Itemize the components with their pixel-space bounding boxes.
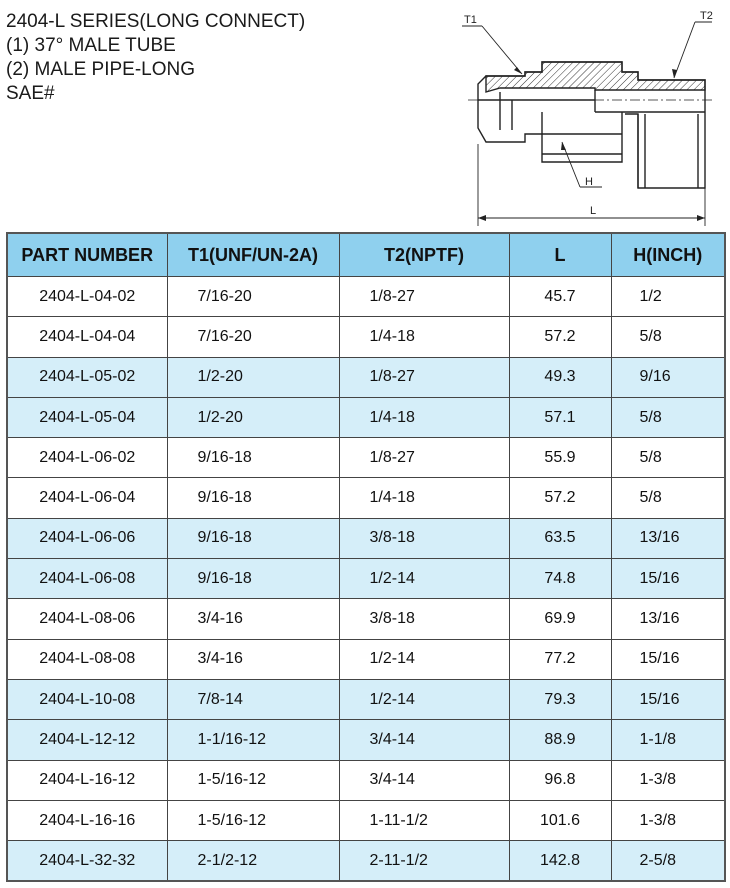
cell-t1: 7/16-20 <box>167 277 339 317</box>
table-row <box>7 317 725 357</box>
cell-t2: 1/4-18 <box>339 317 509 357</box>
cell-l: 101.6 <box>509 800 611 840</box>
table-row <box>7 559 725 599</box>
col-header-l: L <box>509 233 611 277</box>
cell-part-number: 2404-L-32-32 <box>7 841 167 882</box>
cell-t1: 9/16-18 <box>167 518 339 558</box>
cell-t1: 9/16-18 <box>167 478 339 518</box>
cell-t1: 1-5/16-12 <box>167 760 339 800</box>
cell-h: 5/8 <box>611 317 725 357</box>
cell-t1: 7/8-14 <box>167 679 339 719</box>
cell-t1: 1-5/16-12 <box>167 800 339 840</box>
table-row <box>7 800 725 840</box>
cell-l: 49.3 <box>509 357 611 397</box>
series-title: 2404-L SERIES(LONG CONNECT) <box>6 11 306 32</box>
col-header-part-number: PART NUMBER <box>7 233 167 277</box>
cell-l: 63.5 <box>509 518 611 558</box>
cell-t2: 1/2-14 <box>339 639 509 679</box>
table-row <box>7 760 725 800</box>
cell-part-number: 2404-L-06-04 <box>7 478 167 518</box>
cell-part-number: 2404-L-05-02 <box>7 357 167 397</box>
table-row <box>7 639 725 679</box>
cell-part-number: 2404-L-16-12 <box>7 760 167 800</box>
table-row <box>7 277 725 317</box>
cell-t2: 1/8-27 <box>339 277 509 317</box>
cell-h: 2-5/8 <box>611 841 725 882</box>
end-1-description: (1) 37° MALE TUBE <box>6 35 176 56</box>
cell-part-number: 2404-L-06-06 <box>7 518 167 558</box>
label-l: L <box>590 205 597 217</box>
col-header-t1: T1(UNF/UN-2A) <box>167 233 339 277</box>
cell-h: 13/16 <box>611 599 725 639</box>
cell-l: 77.2 <box>509 639 611 679</box>
cell-part-number: 2404-L-05-04 <box>7 397 167 437</box>
cell-h: 15/16 <box>611 679 725 719</box>
cell-t2: 2-11-1/2 <box>339 841 509 882</box>
label-t2: T2 <box>700 10 713 22</box>
cell-h: 1-3/8 <box>611 760 725 800</box>
label-t1: T1 <box>464 14 477 26</box>
cell-t1: 9/16-18 <box>167 559 339 599</box>
cell-t2: 1/8-27 <box>339 438 509 478</box>
col-header-h: H(INCH) <box>611 233 725 277</box>
cell-part-number: 2404-L-06-08 <box>7 559 167 599</box>
cell-h: 1-1/8 <box>611 720 725 760</box>
cell-h: 15/16 <box>611 639 725 679</box>
cell-part-number: 2404-L-10-08 <box>7 679 167 719</box>
cell-l: 55.9 <box>509 438 611 478</box>
cell-h: 5/8 <box>611 397 725 437</box>
cell-h: 9/16 <box>611 357 725 397</box>
cell-t1: 1-1/16-12 <box>167 720 339 760</box>
cell-l: 96.8 <box>509 760 611 800</box>
cell-part-number: 2404-L-08-08 <box>7 639 167 679</box>
table-row <box>7 720 725 760</box>
cell-t2: 3/8-18 <box>339 599 509 639</box>
table-row <box>7 679 725 719</box>
standard-label: SAE# <box>6 83 55 104</box>
cell-part-number: 2404-L-04-02 <box>7 277 167 317</box>
cell-h: 1-3/8 <box>611 800 725 840</box>
section-hatch <box>486 62 705 92</box>
cell-t2: 3/4-14 <box>339 720 509 760</box>
fitting-drawing <box>440 4 730 226</box>
cell-h: 15/16 <box>611 559 725 599</box>
spec-table <box>6 232 726 882</box>
cell-l: 45.7 <box>509 277 611 317</box>
cell-part-number: 2404-L-06-02 <box>7 438 167 478</box>
cell-t2: 1-11-1/2 <box>339 800 509 840</box>
cell-t2: 3/8-18 <box>339 518 509 558</box>
cell-l: 74.8 <box>509 559 611 599</box>
cell-t1: 2-1/2-12 <box>167 841 339 882</box>
cell-t2: 1/4-18 <box>339 478 509 518</box>
cell-t2: 1/4-18 <box>339 397 509 437</box>
cell-t1: 3/4-16 <box>167 639 339 679</box>
end-2-description: (2) MALE PIPE-LONG <box>6 59 195 80</box>
cell-part-number: 2404-L-08-06 <box>7 599 167 639</box>
cell-part-number: 2404-L-04-04 <box>7 317 167 357</box>
cell-t1: 1/2-20 <box>167 397 339 437</box>
cell-h: 5/8 <box>611 438 725 478</box>
table-row <box>7 357 725 397</box>
cell-t2: 1/2-14 <box>339 559 509 599</box>
table-row <box>7 518 725 558</box>
cell-t2: 1/8-27 <box>339 357 509 397</box>
table-header-row <box>7 233 725 277</box>
cell-t1: 7/16-20 <box>167 317 339 357</box>
col-header-t2: T2(NPTF) <box>339 233 509 277</box>
cell-l: 57.2 <box>509 478 611 518</box>
cell-h: 13/16 <box>611 518 725 558</box>
cell-part-number: 2404-L-16-16 <box>7 800 167 840</box>
cell-t1: 1/2-20 <box>167 357 339 397</box>
cell-t2: 3/4-14 <box>339 760 509 800</box>
cell-l: 57.1 <box>509 397 611 437</box>
title-block <box>6 10 305 106</box>
cell-h: 5/8 <box>611 478 725 518</box>
table-row <box>7 438 725 478</box>
cell-t2: 1/2-14 <box>339 679 509 719</box>
table-row <box>7 599 725 639</box>
cell-l: 79.3 <box>509 679 611 719</box>
cell-part-number: 2404-L-12-12 <box>7 720 167 760</box>
cell-l: 142.8 <box>509 841 611 882</box>
label-h: H <box>585 176 593 188</box>
cell-l: 88.9 <box>509 720 611 760</box>
table-row <box>7 397 725 437</box>
table-row <box>7 478 725 518</box>
cell-t1: 9/16-18 <box>167 438 339 478</box>
table-row <box>7 841 725 882</box>
cell-l: 57.2 <box>509 317 611 357</box>
cell-h: 1/2 <box>611 277 725 317</box>
cell-t1: 3/4-16 <box>167 599 339 639</box>
cell-l: 69.9 <box>509 599 611 639</box>
